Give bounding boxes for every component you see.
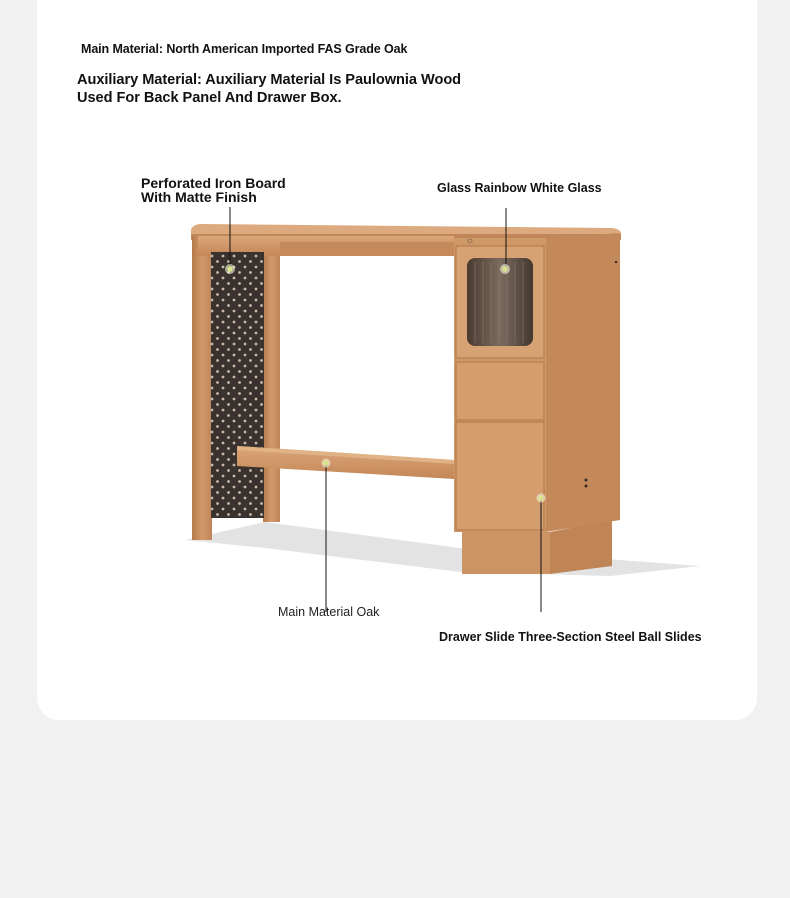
- main-material-text: Main Material: North American Imported FAS Grade Oak: [81, 42, 408, 56]
- auxiliary-material-line-1: Auxiliary Material: Auxiliary Material Is Paulownia Wood: [77, 72, 462, 88]
- iron-board-label-line-2: With Matte Finish: [141, 188, 257, 205]
- floor-shadow: [185, 522, 700, 576]
- left-leg-inner: [263, 250, 280, 522]
- cabinet-side: [546, 233, 620, 532]
- left-leg-outer: [192, 236, 212, 540]
- drawer-upper: [456, 362, 544, 420]
- drawer-slide-label: Drawer Slide Three-Section Steel Ball Slides: [439, 630, 702, 644]
- iron-board-label-line-1: Perforated Iron Board: [141, 175, 286, 191]
- auxiliary-material-line-2: Used For Back Panel And Drawer Box.: [77, 89, 342, 106]
- iron-board-label: [141, 177, 286, 204]
- perforated-iron-board: [211, 252, 264, 518]
- oak-label: Main Material Oak: [278, 605, 380, 619]
- cabinet-plinth-front: [462, 532, 550, 574]
- drawer-lower: [456, 422, 544, 530]
- glass-label: Glass Rainbow White Glass: [437, 181, 602, 195]
